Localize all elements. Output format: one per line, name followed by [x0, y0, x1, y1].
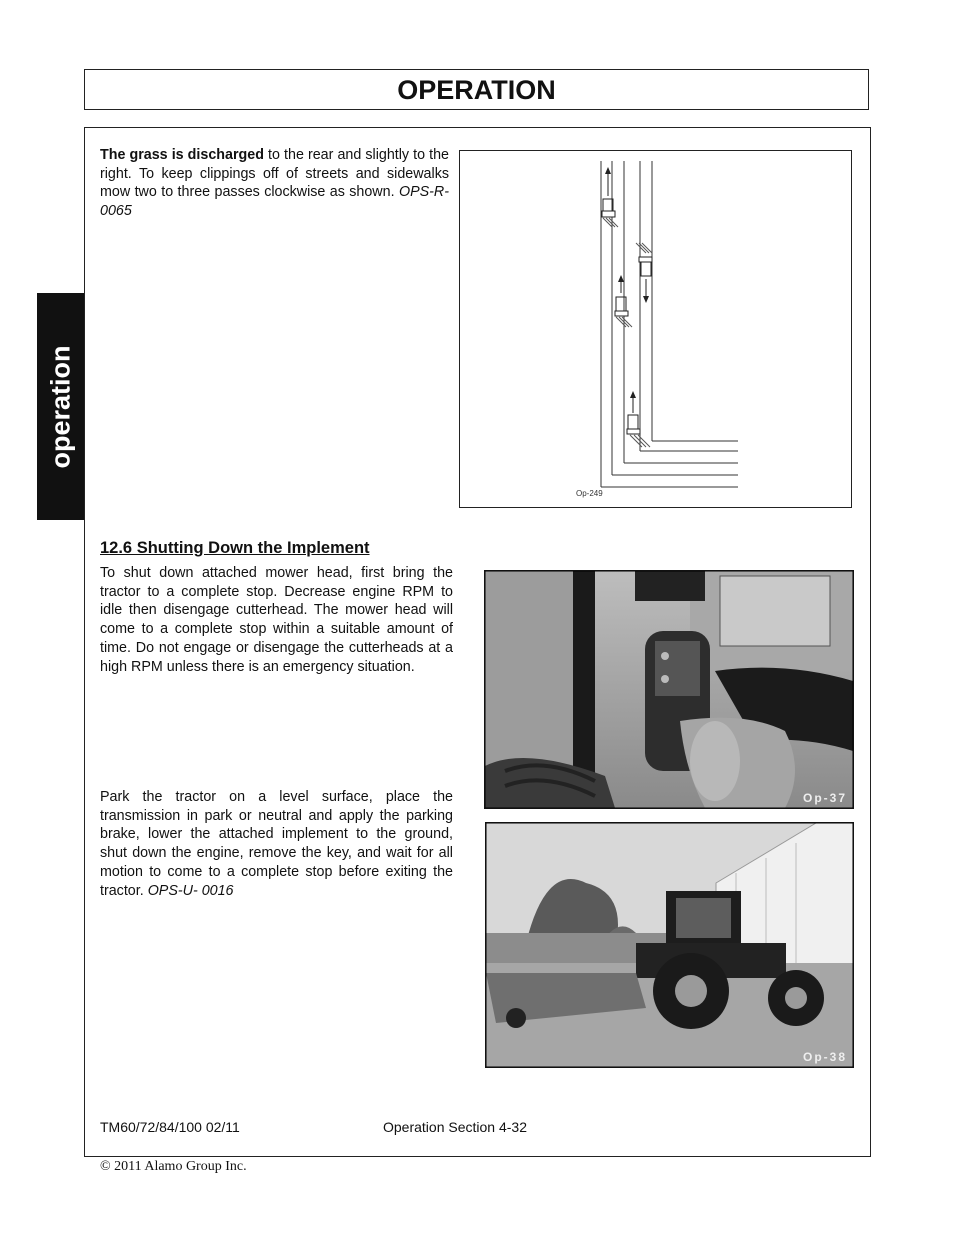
cab-control-image — [485, 571, 853, 808]
cab-control-photo — [484, 570, 854, 809]
tractor-photo — [485, 822, 854, 1068]
page-title: OPERATION — [397, 75, 556, 105]
mowing-pattern-diagram — [459, 150, 852, 508]
page-header — [84, 69, 869, 110]
copyright: © 2011 Alamo Group Inc. — [100, 1159, 247, 1174]
mowing-pattern-drawing — [460, 151, 851, 507]
discharge-lead: The grass is discharged — [100, 147, 264, 163]
diagram-label: Op-249 — [576, 489, 603, 498]
park-body: Park the tractor on a level surface, place the transmission in park or neutral and apply the parking brake, lower the attached implement to the ground, shut down the engine, remove the key, and wait for all motion to come to a complete stop before exiting the tractor. — [100, 789, 453, 899]
side-tab — [37, 293, 84, 520]
tractor-icon-4 — [627, 391, 650, 447]
park-paragraph — [100, 788, 453, 900]
side-tab-label: operation — [45, 344, 75, 469]
tractor-image — [486, 823, 853, 1067]
discharge-body: to the rear and slightly to the right. To keep clippings off of streets and sidewalks mow two to three passes clockwise as shown. — [100, 147, 449, 201]
park-ref: OPS-U- 0016 — [147, 882, 234, 899]
discharge-paragraph — [100, 146, 449, 221]
tractor-icon-1 — [602, 167, 618, 227]
tractor-icon-2 — [636, 243, 652, 303]
footer-model: TM60/72/84/100 02/11 — [100, 1119, 240, 1135]
section-heading: 12.6 Shutting Down the Implement — [100, 539, 370, 557]
photo-label-op38: Op-38 — [802, 1050, 847, 1064]
discharge-ref: OPS-R-0065 — [100, 184, 449, 220]
shutdown-paragraph: To shut down attached mower head, first bring the tractor to a complete stop. Decrease engine RPM to idle then disengage cutterhead. The mower head will come to a complete stop within a suitable amount of time. Do not engage or disengage the cutterheads at a high RPM unless there is an emergency situation. — [100, 565, 453, 675]
photo-label-op37: Op-37 — [802, 791, 847, 805]
footer-section: Operation Section 4-32 — [383, 1119, 527, 1135]
